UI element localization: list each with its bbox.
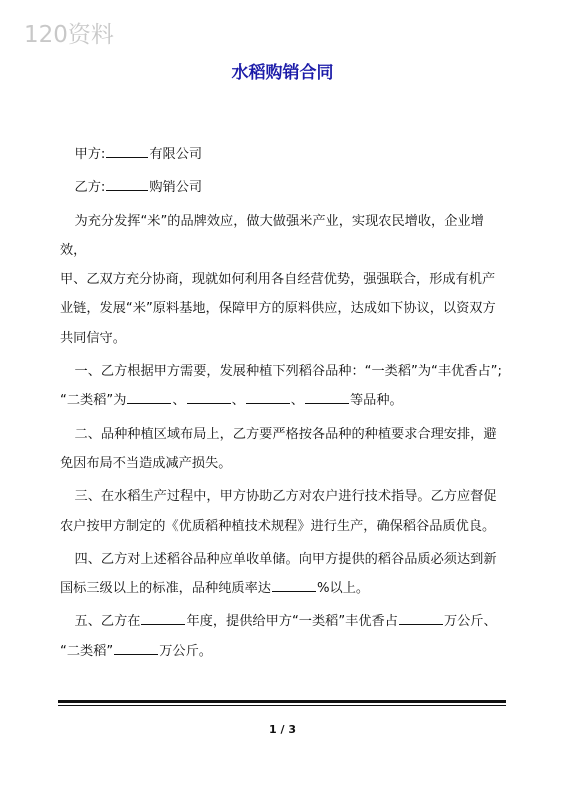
intro-line-1: 为充分发挥“米”的品牌效应，做大做强米产业，实现农民增收，企业增效， [60,213,484,258]
clause-1-blank-4 [305,389,349,404]
clause-1-sep-3: 、 [290,393,304,409]
clause-5-suffix-1: 万公斤、 [443,614,497,630]
page-number: 1 / 3 [269,723,296,736]
clause-4-blank [272,577,316,592]
contract-body [60,140,506,666]
party-a-label: 甲方: [74,147,106,162]
footer-rule-thick [58,700,506,703]
clause-4-suffix: %以上。 [317,581,370,597]
clause-3-line-2: 农户按甲方制定的《优质稻种植技术规程》进行生产，确保稻谷品质优良。 [60,518,496,534]
clause-5-blank-year [141,610,185,625]
clause-1-prefix: “二类稻”为 [60,393,127,409]
party-b-suffix: 购销公司 [149,180,203,196]
clause-5-prefix-2: “二类稻” [60,643,114,659]
party-b-label: 乙方: [74,180,106,196]
clause-5-blank-1 [399,610,443,625]
party-b-line [60,173,506,202]
intro-line-2: 甲、乙双方充分协商，现就如何利用各自经营优势，强强联合，形成有机产 [60,272,496,288]
clause-4-line-2 [60,574,506,603]
clause-1-line-1: 一、乙方根据甲方需要，发展种植下列稻谷品种：“一类稻”为“丰优香占”; [74,364,502,380]
clause-5-mid: 年度，提供给甲方“一类稻”丰优香占 [186,614,398,630]
party-a-line [60,140,506,169]
clause-4-line-1: 四、乙方对上述稻谷品种应单收单储。向甲方提供的稻谷品质必须达到新 [74,551,497,567]
clause-5-prefix: 五、乙方在 [74,614,141,630]
clause-5-line-1 [60,607,506,636]
clause-1-suffix: 等品种。 [349,393,403,409]
intro-line-3: 业链，发展“米”原料基地，保障甲方的原料供应，达成如下协议，以资双方 [60,301,496,317]
party-a-suffix: 有限公司 [149,147,203,162]
clause-1-blank-1 [127,389,171,404]
clause-1-sep-2: 、 [231,393,245,409]
clause-5-suffix-2: 万公斤。 [159,643,212,659]
clause-3-line-1: 三、在水稻生产过程中，甲方协助乙方对农户进行技术指导。乙方应督促 [74,489,497,505]
clause-1-blank-3 [246,389,290,404]
clause-5-blank-2 [114,640,158,655]
clause-5-line-2 [60,637,506,666]
clause-1-line-2 [60,386,506,415]
footer-rule-thin [58,705,506,706]
party-b-blank [106,176,148,191]
clause-1-sep-1: 、 [172,393,186,409]
party-a-blank [106,143,148,158]
document-title: 水稻购销合同 [231,63,334,83]
clause-2-line-1: 二、品种种植区域布局上，乙方要严格按各品种的种植要求合理安排，避 [74,426,497,442]
clause-2-line-2: 免因布局不当造成减产损失。 [60,455,232,471]
clause-1-blank-2 [187,389,231,404]
watermark: 120资料 [24,22,114,48]
intro-line-4: 共同信守。 [60,330,126,346]
clause-4-prefix: 国标三级以上的标准，品种纯质率达 [60,581,271,597]
